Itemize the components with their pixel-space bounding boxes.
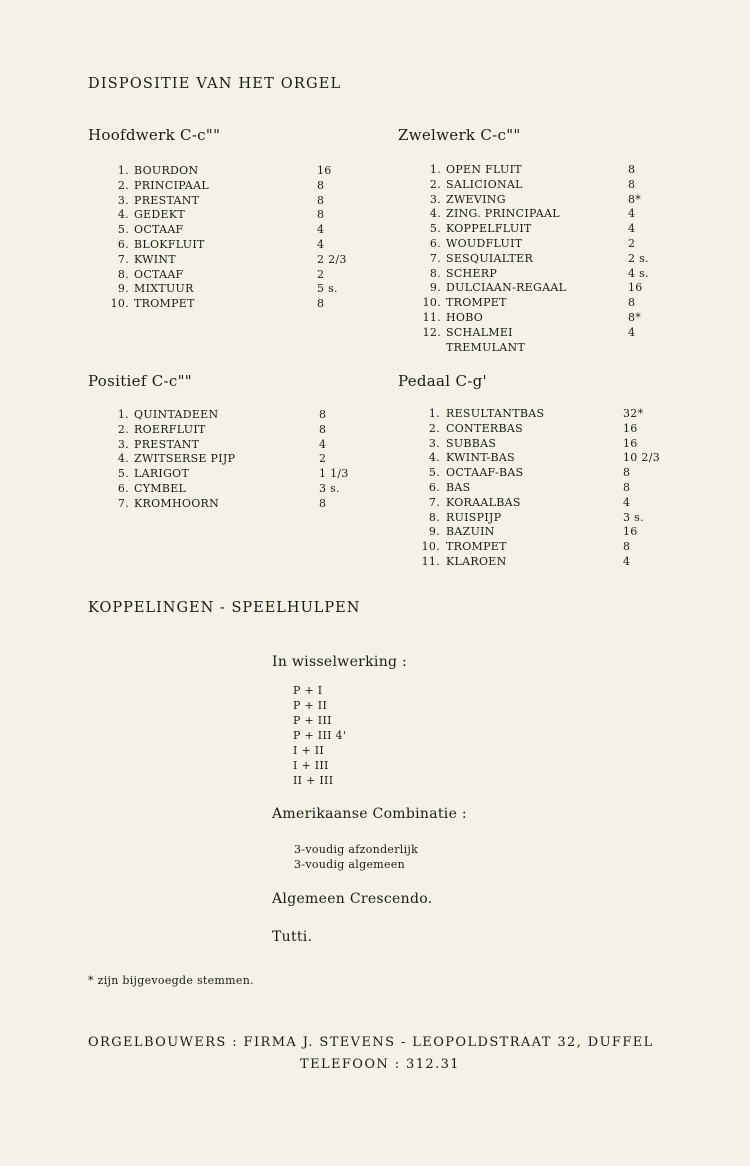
stop-name: DULCIAAN-REGAAL — [446, 281, 567, 295]
stop-number: 10. — [422, 296, 441, 310]
stop-number: 9. — [117, 282, 129, 296]
footnote: * zijn bijgevoegde stemmen. — [88, 974, 254, 987]
stop-name: PRESTANT — [134, 193, 200, 207]
crescendo-text: Algemeen Crescendo. — [272, 891, 433, 907]
stop-number: 7. — [117, 496, 129, 510]
stop-number: 3. — [117, 193, 129, 207]
stop-name: OPEN FLUIT — [446, 163, 522, 176]
stop-name: MIXTUUR — [134, 282, 194, 296]
stop-pitch: 8* — [628, 192, 642, 206]
stop-number: 6. — [117, 238, 129, 251]
stop-number: 4. — [117, 208, 129, 222]
stop-name: TROMPET — [134, 297, 195, 311]
stop-name: PRESTANT — [134, 437, 200, 451]
stop-pitch: 4 s. — [628, 266, 649, 280]
stop-pitch: 4 — [628, 207, 636, 221]
stop-pitch: 2 2/3 — [317, 252, 347, 266]
stop-pitch: 8 — [317, 297, 325, 311]
stop-pitch: 16 — [623, 421, 638, 435]
stop-name: PRINCIPAAL — [134, 178, 209, 192]
stop-number: 6. — [117, 482, 129, 495]
combination-item: 3-voudig afzonderlijk — [294, 843, 419, 856]
stop-name: TROMPET — [446, 540, 507, 554]
stop-number: 8. — [428, 510, 440, 524]
pedaal-heading: Pedaal C-g' — [398, 372, 487, 390]
stop-pitch: 8 — [628, 296, 636, 310]
stop-pitch: 4 — [317, 238, 325, 251]
hoofdwerk-heading: Hoofdwerk C-c"" — [88, 126, 221, 144]
coupler-item: P + III — [293, 714, 332, 727]
stop-name: SCHALMEI — [446, 325, 513, 339]
stop-name: HOBO — [446, 311, 484, 324]
footer-phone: TELEFOON : 312.31 — [300, 1057, 460, 1072]
page-title: DISPOSITIE VAN HET ORGEL — [88, 76, 342, 92]
amerik-heading: Amerikaanse Combinatie : — [272, 806, 467, 822]
stop-number: 6. — [428, 481, 440, 494]
stop-name: KROMHOORN — [134, 496, 220, 510]
stop-number: 7. — [429, 251, 441, 265]
stop-number: 5. — [117, 467, 129, 481]
zwelwerk-heading: Zwelwerk C-c"" — [398, 126, 521, 144]
stop-number: 11. — [422, 311, 441, 324]
stop-number: 7. — [428, 495, 440, 509]
amerik-list — [294, 842, 418, 872]
coupler-item: P + I — [293, 684, 323, 697]
stop-number: 6. — [429, 237, 441, 250]
stop-pitch: 2 — [317, 267, 325, 281]
coupler-item: P + III 4' — [293, 729, 347, 742]
stop-pitch: 8 — [317, 208, 325, 222]
stop-number: 10. — [110, 297, 129, 311]
stop-name: CYMBEL — [134, 482, 187, 495]
stop-number: 8. — [117, 267, 129, 281]
stop-name: BLOKFLUIT — [134, 238, 205, 251]
stop-name: KOPPELFLUIT — [446, 222, 532, 236]
stop-name: GEDEKT — [134, 208, 186, 222]
stop-name: ZING. PRINCIPAAL — [446, 207, 560, 221]
coupler-item: I + II — [293, 744, 325, 757]
stop-name: SESQUIALTER — [446, 251, 534, 265]
stop-name: TREMULANT — [446, 340, 526, 354]
coupler-item: P + II — [293, 699, 328, 712]
stop-pitch: 4 — [319, 437, 327, 451]
stop-name: BOURDON — [134, 164, 199, 177]
stop-name: SALICIONAL — [446, 177, 523, 191]
stop-name: WOUDFLUIT — [446, 237, 523, 250]
stop-pitch: 8 — [628, 163, 636, 176]
coupler-item: II + III — [293, 774, 334, 787]
stop-number: 1. — [117, 408, 129, 421]
stop-name: KWINT — [134, 252, 176, 266]
stop-number: 8. — [429, 266, 441, 280]
stop-number: 7. — [117, 252, 129, 266]
stop-name: OCTAAF-BAS — [446, 466, 524, 480]
stop-pitch: 8 — [319, 496, 327, 510]
stop-number: 2. — [429, 177, 441, 191]
stop-number: 9. — [429, 281, 441, 295]
stop-name: KLAROEN — [446, 555, 507, 568]
stop-pitch: 4 — [628, 325, 636, 339]
stop-number: 3. — [428, 436, 440, 450]
stop-pitch: 16 — [623, 436, 638, 450]
stop-pitch: 8 — [623, 540, 631, 554]
stop-name: BAS — [446, 481, 471, 494]
stop-pitch: 8 — [317, 193, 325, 207]
stop-name: ZWEVING — [446, 192, 506, 206]
stop-number: 1. — [429, 163, 441, 176]
wissel-list — [293, 683, 346, 788]
stop-pitch: 16 — [317, 164, 332, 177]
stop-pitch: 8* — [628, 311, 642, 324]
stop-name: KORAALBAS — [446, 495, 521, 509]
stop-number: 2. — [117, 178, 129, 192]
stop-name: SUBBAS — [446, 436, 497, 450]
footer-builder: ORGELBOUWERS : FIRMA J. STEVENS - LEOPOLDSTRAAT 32, DUFFEL — [88, 1035, 654, 1050]
stop-pitch: 8 — [319, 422, 327, 436]
stop-pitch: 8 — [623, 481, 631, 494]
stop-pitch: 4 — [317, 223, 325, 237]
stop-number: 10. — [421, 540, 440, 554]
stop-name: KWINT-BAS — [446, 451, 516, 465]
stop-number: 4. — [117, 452, 129, 466]
stop-name: ROERFLUIT — [134, 422, 206, 436]
stop-number: 5. — [429, 222, 441, 236]
stop-name: RESULTANTBAS — [446, 407, 545, 420]
stop-pitch: 8 — [319, 408, 327, 421]
stop-number: 4. — [428, 451, 440, 465]
stop-name: RUISPIJP — [446, 510, 502, 524]
stop-pitch: 4 — [623, 555, 631, 568]
stop-name: TROMPET — [446, 296, 507, 310]
stop-number: 5. — [117, 223, 129, 237]
stop-pitch: 16 — [628, 281, 643, 295]
stop-pitch: 8 — [628, 177, 636, 191]
stop-pitch: 32* — [623, 407, 644, 420]
stop-number: 1. — [428, 407, 440, 420]
stop-pitch: 3 s. — [623, 510, 644, 524]
stop-number: 3. — [429, 192, 441, 206]
stop-pitch: 10 2/3 — [623, 451, 660, 465]
stop-pitch: 4 — [623, 495, 631, 509]
stop-number: 11. — [421, 555, 440, 568]
stop-pitch: 4 — [628, 222, 636, 236]
stop-pitch: 1 1/3 — [319, 467, 349, 481]
stop-pitch: 2 — [628, 237, 636, 250]
stop-pitch: 16 — [623, 525, 638, 539]
koppelingen-heading: KOPPELINGEN - SPEELHULPEN — [88, 600, 361, 616]
stop-name: CONTERBAS — [446, 421, 523, 435]
stop-number: 4. — [429, 207, 441, 221]
tutti-text: Tutti. — [272, 929, 313, 945]
coupler-item: I + III — [293, 759, 329, 772]
stop-pitch: 2 — [319, 452, 327, 466]
stop-pitch: 3 s. — [319, 482, 340, 495]
stop-number: 2. — [117, 422, 129, 436]
stop-number: 3. — [117, 437, 129, 451]
wissel-heading: In wisselwerking : — [272, 654, 408, 670]
combination-item: 3-voudig algemeen — [294, 858, 405, 871]
stop-number: 2. — [428, 421, 440, 435]
stop-pitch: 8 — [623, 466, 631, 480]
positief-heading: Positief C-c"" — [88, 372, 192, 390]
stop-pitch: 2 s. — [628, 251, 649, 265]
stop-number: 5. — [428, 466, 440, 480]
stop-name: SCHERP — [446, 266, 498, 280]
stop-name: QUINTADEEN — [134, 408, 219, 421]
stop-name: OCTAAF — [134, 267, 184, 281]
stop-number: 1. — [117, 164, 129, 177]
stop-name: ZWITSERSE PIJP — [134, 452, 236, 466]
stop-pitch: 5 s. — [317, 282, 338, 296]
stop-pitch: 8 — [317, 178, 325, 192]
stop-number: 12. — [422, 325, 441, 339]
stop-number: 9. — [428, 525, 440, 539]
stop-name: LARIGOT — [134, 467, 190, 481]
stop-name: BAZUIN — [446, 525, 495, 539]
stop-name: OCTAAF — [134, 223, 184, 237]
